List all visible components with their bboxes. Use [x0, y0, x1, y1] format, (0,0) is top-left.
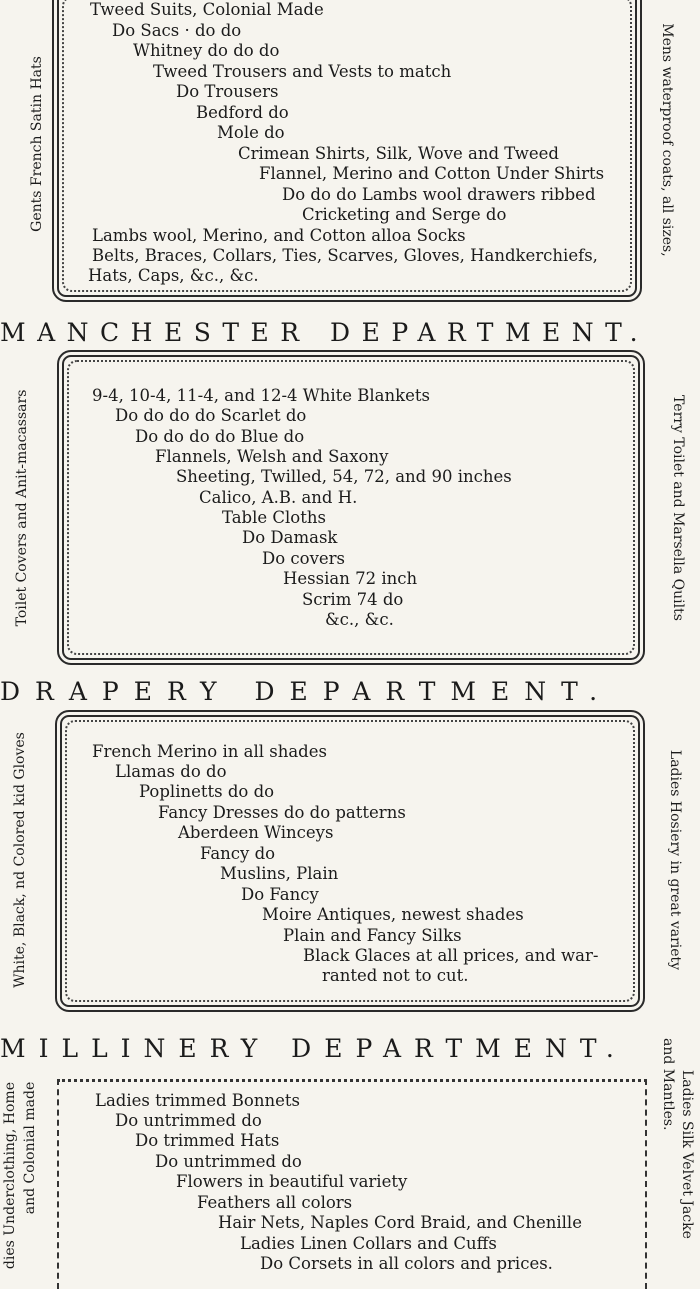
list-item: Plain and Fancy Silks [283, 926, 462, 945]
drapery-department-heading: DRAPERY DEPARTMENT. [0, 677, 613, 706]
manchester-department-heading: MANCHESTER DEPARTMENT. [0, 318, 650, 347]
list-item: Bedford do [196, 103, 289, 122]
list-item: Do Fancy [241, 885, 319, 904]
list-item: Tweed Suits, Colonial Made [90, 0, 324, 19]
list-item: Sheeting, Twilled, 54, 72, and 90 inches [176, 467, 512, 486]
side-label-waterproof-coats: Mens waterproof coats, all sizes, [659, 23, 675, 257]
list-item: Muslins, Plain [220, 864, 339, 883]
list-item: Calico, A.B. and H. [199, 488, 358, 507]
list-item: Llamas do do [115, 762, 227, 781]
list-item: Tweed Trousers and Vests to match [153, 62, 452, 81]
list-item: Hair Nets, Naples Cord Braid, and Chenille [218, 1213, 582, 1232]
list-item: Belts, Braces, Collars, Ties, Scarves, Gloves, Handkerchiefs, [92, 246, 598, 265]
list-item: Do untrimmed do [115, 1111, 262, 1130]
list-item: Hessian 72 inch [283, 569, 418, 588]
list-item: Do covers [262, 549, 346, 568]
list-item: Moire Antiques, newest shades [262, 905, 524, 924]
side-label-velvet-jackets: Ladies Silk Velvet Jacke [679, 1070, 695, 1239]
list-item: Flowers in beautiful variety [176, 1172, 408, 1191]
list-item: Flannel, Merino and Cotton Under Shirts [259, 164, 605, 183]
list-item: Table Cloths [222, 508, 326, 527]
millinery-department-heading: MILLINERY DEPARTMENT. [0, 1034, 627, 1063]
list-item: Do do do do Scarlet do [115, 406, 307, 425]
side-label-gents-hats: Gents French Satin Hats [29, 56, 45, 232]
side-label-ladies-hosiery: Ladies Hosiery in great variety [667, 749, 683, 971]
list-item: Cricketing and Serge do [302, 205, 507, 224]
list-item: ranted not to cut. [322, 966, 469, 985]
list-item: &c., &c. [325, 610, 394, 629]
list-item: Poplinetts do do [139, 782, 275, 801]
list-item: Ladies trimmed Bonnets [95, 1091, 300, 1110]
list-item: Black Glaces at all prices, and war- [303, 946, 599, 965]
side-label-toilet-covers: Toilet Covers and Anit-macassars [14, 389, 30, 627]
list-item: Aberdeen Winceys [178, 823, 334, 842]
list-item: Do Corsets in all colors and prices. [260, 1254, 553, 1273]
list-item: Lambs wool, Merino, and Cotton alloa Socks [92, 226, 466, 245]
side-label-kid-gloves: White, Black, nd Colored kid Gloves [12, 732, 28, 988]
list-item: Whitney do do do [133, 41, 280, 60]
list-item: Do do do Lambs wool drawers ribbed [282, 185, 596, 204]
side-label-ladies-underclothing: dies Underclothing, Home [2, 1082, 18, 1270]
list-item: Do Sacs · do do [112, 21, 242, 40]
side-label-colonial-made: and Colonial made [22, 1081, 38, 1215]
side-label-mantles: and Mantles. [660, 1038, 676, 1131]
list-item: Do untrimmed do [155, 1152, 302, 1171]
list-item: Fancy Dresses do do patterns [158, 803, 406, 822]
list-item: Do Trousers [176, 82, 279, 101]
side-label-terry-quilts: Terry Toilet and Marsella Quilts [670, 395, 686, 621]
list-item: Ladies Linen Collars and Cuffs [240, 1234, 497, 1253]
list-item: 9-4, 10-4, 11-4, and 12-4 White Blankets [92, 386, 430, 405]
list-item: Fancy do [200, 844, 276, 863]
list-item: Hats, Caps, &c., &c. [88, 266, 259, 285]
list-item: Do Damask [242, 528, 338, 547]
list-item: Feathers all colors [197, 1193, 353, 1212]
list-item: Scrim 74 do [302, 590, 404, 609]
list-item: Mole do [217, 123, 285, 142]
list-item: Flannels, Welsh and Saxony [155, 447, 389, 466]
list-item: Do trimmed Hats [135, 1131, 280, 1150]
list-item: Crimean Shirts, Silk, Wove and Tweed [238, 144, 559, 163]
list-item: French Merino in all shades [92, 742, 327, 761]
list-item: Do do do do Blue do [135, 427, 305, 446]
